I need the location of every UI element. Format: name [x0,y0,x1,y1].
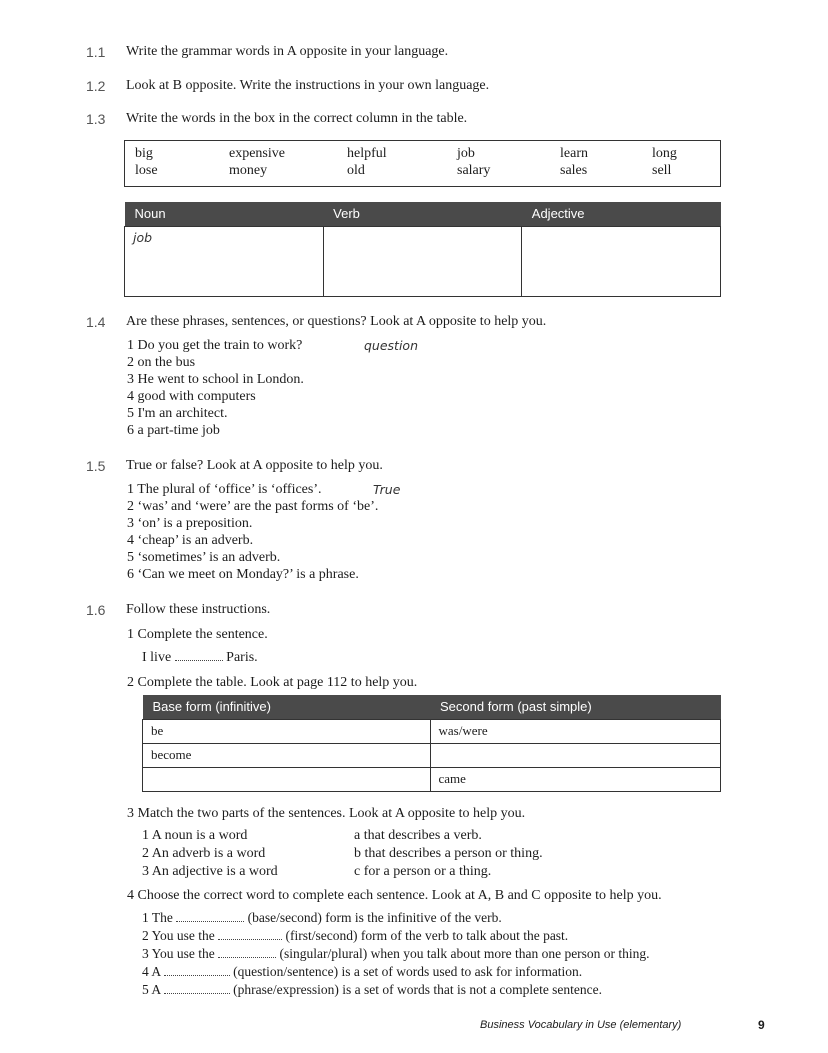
table-cell: came [430,767,721,791]
word: sales [560,163,588,178]
example-answer: question [364,338,419,353]
word: lose [135,163,158,178]
answer-blank[interactable] [164,984,230,994]
answer-blank[interactable] [176,912,244,922]
word: sell [652,163,672,178]
list-item [142,963,582,980]
exercise-number: 1.1 [86,44,106,60]
sentence-start: 3 You use the [142,946,215,961]
answer-blank[interactable] [164,966,230,976]
page-number: 9 [758,1018,765,1032]
match-left: 1 A noun is a word [142,828,248,843]
exercise-number: 1.6 [86,602,106,618]
match-left: 2 An adverb is a word [142,846,266,861]
list-item: 5 I'm an architect. [127,406,228,421]
table-cell[interactable] [522,226,721,296]
table-cell[interactable] [323,226,522,296]
list-item: 4 good with computers [127,389,256,404]
list-item: 3 He went to school in London. [127,372,304,387]
sentence-start: 1 The [142,910,173,925]
match-right: b that describes a person or thing. [354,846,543,861]
word-box [124,140,721,187]
list-item: 2 ‘was’ and ‘were’ are the past forms of ‘be’. [127,499,379,514]
sentence-start: 5 A [142,982,161,997]
list-item [142,927,568,944]
match-left: 3 An adjective is a word [142,864,278,879]
match-right: a that describes a verb. [354,828,482,843]
exercise-instruction: Write the words in the box in the correct column in the table. [126,111,468,126]
list-item: 2 on the bus [127,355,196,370]
table-cell: be [143,719,431,743]
sentence-end: (singular/plural) when you talk about more than one person or thing. [279,946,650,961]
word: long [652,146,677,161]
exercise-number: 1.2 [86,78,106,94]
example-answer: True [373,482,401,497]
list-item: 1 Do you get the train to work? [127,338,303,353]
sentence-end: (question/sentence) is a set of words used to ask for information. [233,964,583,979]
list-item: 6 ‘Can we meet on Monday?’ is a phrase. [127,567,359,582]
part-title: 1 Complete the sentence. [127,627,268,642]
answer-blank[interactable] [218,948,276,958]
table-cell[interactable] [143,767,431,791]
list-item: 6 a part-time job [127,423,220,438]
answer-blank[interactable] [175,651,223,661]
exercise-number: 1.3 [86,111,106,127]
table-header: Adjective [522,202,721,226]
answer-blank[interactable] [218,930,282,940]
example-answer: job [133,229,153,245]
word: job [457,146,475,161]
list-item: 5 ‘sometimes’ is an adverb. [127,550,281,565]
sentence-start: I live [142,650,172,665]
exercise-number: 1.4 [86,314,106,330]
sentence-end: Paris. [226,650,258,665]
word: salary [457,163,491,178]
sentence-start: 4 A [142,964,161,979]
list-item [142,981,602,998]
list-item: 3 ‘on’ is a preposition. [127,516,253,531]
list-item: 1 The plural of ‘office’ is ‘offices’. [127,482,322,497]
word: old [347,163,365,178]
word: big [135,146,153,161]
list-item [142,909,502,926]
exercise-instruction: True or false? Look at A opposite to help you. [126,458,383,473]
table-cell: was/were [430,719,721,743]
exercise-instruction: Write the grammar words in A opposite in your language. [126,44,449,59]
word: learn [560,146,588,161]
gap-sentence [142,649,258,666]
table-header: Base form (infinitive) [143,695,431,719]
book-title: Business Vocabulary in Use (elementary) [480,1019,682,1031]
sentence-end: (base/second) form is the infinitive of the verb. [247,910,502,925]
word: money [229,163,268,178]
sentence-start: 2 You use the [142,928,215,943]
word: expensive [229,146,285,161]
exercise-instruction: Follow these instructions. [126,602,271,617]
list-item [142,945,650,962]
part-title: 2 Complete the table. Look at page 112 to help you. [127,675,418,690]
table-header: Verb [323,202,522,226]
exercise-instruction: Look at B opposite. Write the instructions in your own language. [126,78,490,93]
exercise-instruction: Are these phrases, sentences, or questions? Look at A opposite to help you. [126,314,547,329]
table-cell[interactable] [430,743,721,767]
word: helpful [347,146,387,161]
part-title: 4 Choose the correct word to complete each sentence. Look at A, B and C opposite to help you. [127,888,662,903]
table-header: Second form (past simple) [430,695,721,719]
word-class-table [124,202,721,297]
table-header: Noun [125,202,324,226]
exercise-number: 1.5 [86,458,106,474]
sentence-end: (phrase/expression) is a set of words that is not a complete sentence. [233,982,603,997]
sentence-end: (first/second) form of the verb to talk about the past. [285,928,569,943]
part-title: 3 Match the two parts of the sentences. Look at A opposite to help you. [127,806,526,821]
table-cell[interactable] [125,226,324,296]
match-right: c for a person or a thing. [354,864,492,879]
table-cell: become [143,743,431,767]
verb-forms-table [142,695,721,792]
list-item: 4 ‘cheap’ is an adverb. [127,533,254,548]
